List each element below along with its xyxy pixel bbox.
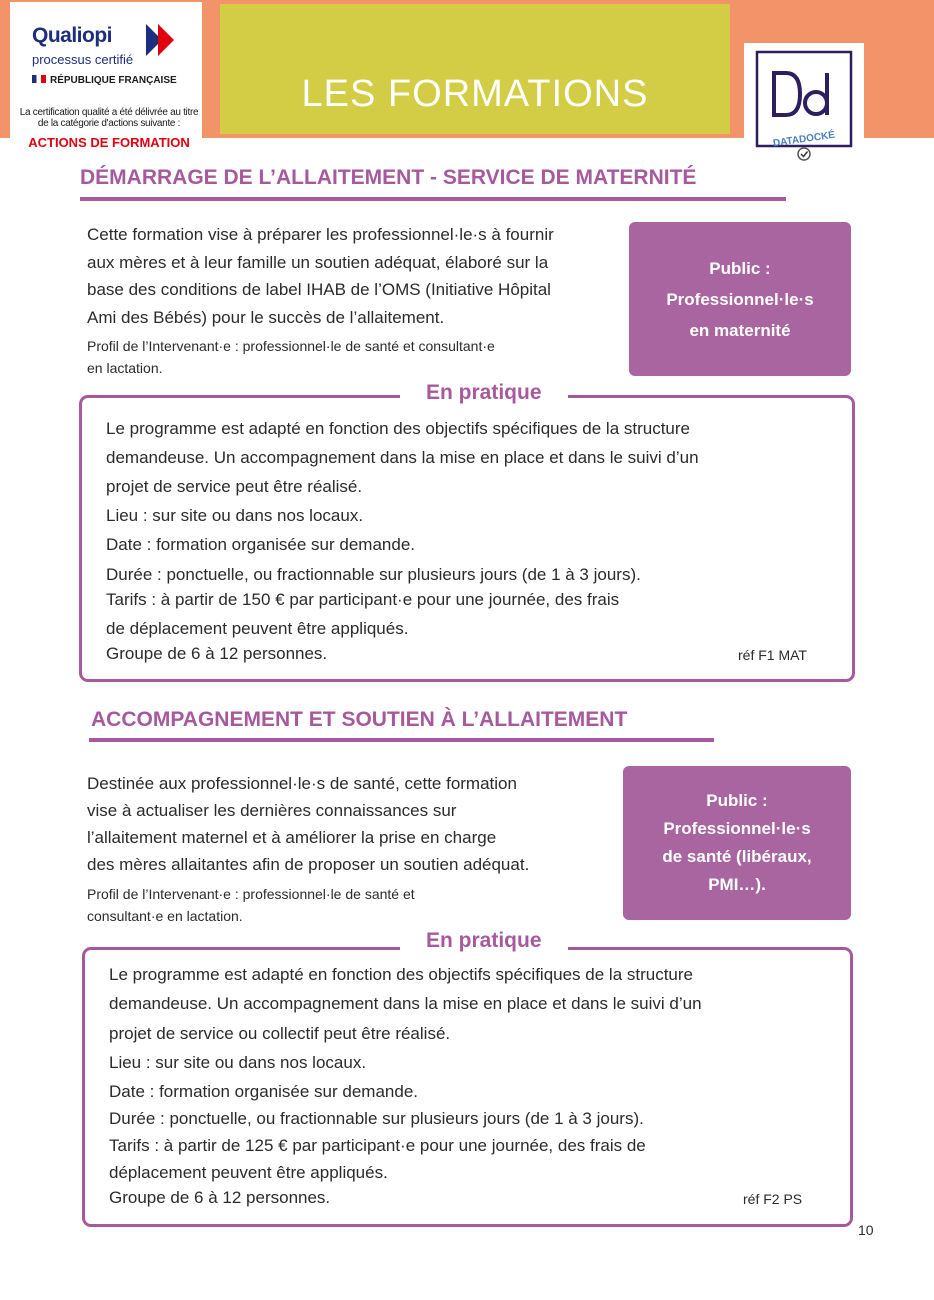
pratique-line: Date : formation organisée sur demande.: [109, 1082, 419, 1101]
pratique-line: Tarifs : à partir de 125 € par participant·e pour une journée, des frais de: [109, 1136, 646, 1155]
pratique-title: En pratique: [400, 381, 568, 405]
certification-category: ACTIONS DE FORMATION: [28, 135, 190, 150]
datadock-logo: [744, 43, 864, 161]
qualiopi-subtitle: processus certifié: [32, 52, 134, 67]
public-badge: Public : Professionnel·le·s de santé (libéraux, PMI…).: [623, 766, 851, 920]
pratique-line: Lieu : sur site ou dans nos locaux.: [109, 1053, 367, 1072]
page-number: 10: [858, 1222, 874, 1238]
datadock-label: DATADOCKÉ: [772, 129, 836, 150]
flag-icon: [32, 75, 46, 83]
pratique-line: Le programme est adapté en fonction des objectifs spécifiques de la structure: [106, 419, 691, 438]
page-title: LES FORMATIONS: [301, 72, 649, 115]
section-title-rule: [89, 738, 714, 742]
pratique-line: de déplacement peuvent être appliqués.: [106, 619, 409, 638]
pratique-line: Date : formation organisée sur demande.: [106, 535, 416, 554]
intervenant-profile: Profil de l’Intervenant·e : professionnel·le de santé et consultant·e en lactation.: [87, 886, 415, 924]
section-description: Cette formation vise à préparer les professionnel·le·s à fournir aux mères et à leur famille un soutien adéquat, élaboré sur la base des conditions de label IHAB de l’OMS (Initiative Hôpital Ami des Bébés) pour le succès de l’allaitement.: [87, 225, 554, 327]
pratique-line: Lieu : sur site ou dans nos locaux.: [106, 506, 364, 525]
intervenant-profile: Profil de l’Intervenant·e : professionnel·le de santé et consultant·e en lactation.: [87, 338, 495, 376]
page-title-box: [220, 4, 730, 134]
section-description: Destinée aux professionnel·le·s de santé, cette formation vise à actualiser les dernières connaissances sur l’allaitement maternel et à améliorer la prise en charge des mères allaitantes afin de proposer un soutien adéquat.: [87, 774, 530, 874]
qualiopi-arrows-icon: [146, 24, 186, 56]
pratique-line: projet de service peut être réalisé.: [106, 477, 363, 496]
pratique-line: Tarifs : à partir de 150 € par participant·e pour une journée, des frais: [106, 590, 620, 609]
public-badge: Public : Professionnel·le·s en maternité: [629, 222, 851, 376]
pratique-line: Le programme est adapté en fonction des objectifs spécifiques de la structure: [109, 965, 694, 984]
section-title-rule: [80, 197, 786, 201]
pratique-line: Groupe de 6 à 12 personnes.: [106, 644, 328, 663]
pratique-line: Groupe de 6 à 12 personnes.: [109, 1188, 331, 1207]
section-title: ACCOMPAGNEMENT ET SOUTIEN À L’ALLAITEMENT: [91, 708, 628, 731]
qualiopi-logo: [10, 2, 202, 150]
pratique-line: demandeuse. Un accompagnement dans la mise en place et dans le suivi d’un: [106, 448, 699, 467]
pratique-title: En pratique: [400, 929, 568, 953]
pratique-line: Durée : ponctuelle, ou fractionnable sur plusieurs jours (de 1 à 3 jours).: [106, 565, 641, 584]
pratique-line: demandeuse. Un accompagnement dans la mise en place et dans le suivi d’un: [109, 994, 702, 1013]
qualiopi-brand: Qualiopi: [32, 24, 112, 47]
pratique-line: projet de service ou collectif peut être réalisé.: [109, 1024, 451, 1043]
section-title: DÉMARRAGE DE L’ALLAITEMENT - SERVICE DE MATERNITÉ: [80, 166, 697, 189]
reference-code: réf F1 MAT: [738, 647, 807, 663]
republique-francaise: RÉPUBLIQUE FRANÇAISE: [32, 75, 177, 86]
pratique-line: déplacement peuvent être appliqués.: [109, 1163, 388, 1182]
pratique-line: Durée : ponctuelle, ou fractionnable sur plusieurs jours (de 1 à 3 jours).: [109, 1109, 644, 1128]
reference-code: réf F2 PS: [743, 1191, 803, 1207]
certification-text: La certification qualité a été délivrée au titre de la catégorie d'actions suivante :: [19, 107, 199, 129]
